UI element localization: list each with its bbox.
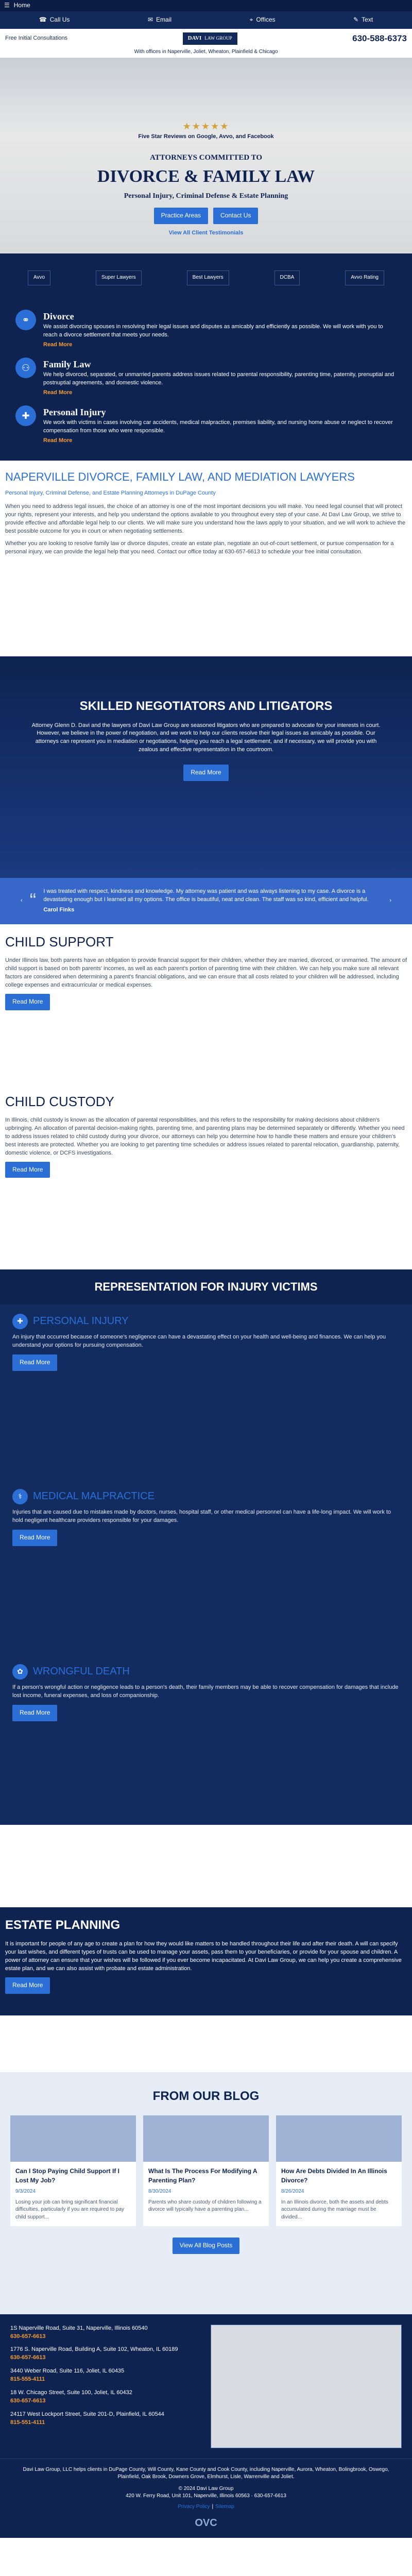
chat-icon: ✎	[353, 16, 359, 24]
mail-icon: ✉	[147, 16, 153, 24]
blog-title: FROM OUR BLOG	[152, 2089, 260, 2103]
badge: Super Lawyers	[96, 270, 142, 285]
injury-item	[12, 1664, 400, 1829]
phone-icon: ☎	[39, 16, 47, 24]
top-nav	[0, 0, 412, 11]
blog-post[interactable]	[276, 2115, 402, 2226]
view-all-posts-button[interactable]: View All Blog Posts	[173, 2238, 240, 2253]
injury-text: An injury that occurred because of someone's negligence can have a devastating effect on your health and well-being and finances. We can help you understand your options for pursuing compensation.	[12, 1333, 386, 1348]
logo[interactable]: DAVI LAW GROUP	[183, 32, 237, 45]
testimonial	[0, 878, 412, 924]
header-phone[interactable]: 630-588-6373	[352, 33, 407, 43]
intro-section	[0, 461, 412, 656]
office-phone[interactable]: 630-657-6613	[10, 2398, 46, 2404]
call-button[interactable]: ☎ Call Us	[39, 15, 70, 24]
menu-icon[interactable]: ☰	[4, 2, 10, 9]
serving-text: Davi Law Group, LLC helps clients in DuPage County, Will County, Kane County and Cook County, including Naperville, Aurora, Wheaton, Bolingbrook, Oswego, Plainfield, Oak Brook, Downers Grove, Elmhurst, Lisle, Warrenville and Joliet.	[23, 2466, 389, 2480]
intro-subtitle: Personal Injury, Criminal Defense, and Estate Planning Attorneys in DuPage County	[5, 490, 216, 497]
post-image	[143, 2115, 269, 2162]
blog-post[interactable]	[10, 2115, 136, 2226]
injury-title: WRONGFUL DEATH	[33, 1666, 130, 1677]
injury-heading: REPRESENTATION FOR INJURY VICTIMS	[0, 1269, 412, 1304]
copyright: © 2024 Davi Law Group	[178, 2485, 234, 2492]
custody-title: CHILD CUSTODY	[5, 1093, 114, 1109]
read-more-link[interactable]: Read More	[43, 389, 73, 396]
contact-button[interactable]: Contact Us	[213, 208, 258, 224]
injury-text: If a person's wrongful action or negligence leads to a person's death, their family members may be able to recover compensation for damages that include lost income, funeral expenses, and loss of companionship.	[12, 1684, 399, 1699]
hero-kicker: ATTORNEYS COMMITTED TO	[149, 154, 263, 162]
offices-section	[0, 2314, 412, 2459]
hero-title: DIVORCE & FAMILY LAW	[97, 166, 315, 186]
post-date: 8/30/2024	[148, 2189, 171, 2195]
reviews-text: Five Star Reviews on Google, Avvo, and Facebook	[138, 133, 274, 140]
child-support-title: CHILD SUPPORT	[5, 934, 114, 950]
post-date: 8/26/2024	[281, 2189, 304, 2195]
office	[10, 2325, 200, 2341]
read-more-link[interactable]: Read More	[43, 341, 73, 348]
office-map[interactable]	[211, 2325, 402, 2448]
post-date: 9/3/2024	[15, 2189, 36, 2195]
spacer	[0, 2015, 412, 2072]
free-consultation-text: Free Initial Consultations	[5, 35, 68, 42]
privacy-link[interactable]: Privacy Policy	[178, 2503, 210, 2510]
header	[0, 29, 412, 48]
negotiators-section	[0, 656, 412, 878]
badge: DCBA	[274, 270, 300, 285]
child-support-text: Under Illinois law, both parents have an obligation to provide financial support for their children, whether they are married, divorced, or unmarried. The amount of child support is based on both parents' incomes, as well as each parent's portion of parenting time with their children. We can help you make sure all relevant factors are considered when determining a parent's financial obligations, and we can ensure that all costs related to your children will be addressed, including college expenses and extracurricular or medical expenses.	[5, 957, 407, 989]
injury-read-more-button[interactable]: Read More	[12, 1530, 57, 1546]
badge: Best Lawyers	[187, 270, 229, 285]
read-more-link[interactable]: Read More	[43, 437, 73, 444]
practice-item-injury	[15, 405, 397, 445]
custody-text: In Illinois, child custody is known as the allocation of parental responsibilities, and this refers to the responsibility for making decisions about children's upbringing. An allocation of parental decision-making rights, parenting time, and parenting plans may be determined separately or differently. Whether you need to address issues related to child custody during your divorce, our attorneys can help you determine how to handle these matters and ensure your children's best interests are protected. Whether you are looking to get parenting time schedules or address issues related to parental relocation, guardianship, paternity, domestic violence, or DCFS investigations.	[5, 1117, 405, 1157]
badge: Avvo	[28, 270, 50, 285]
sitemap-link[interactable]: Sitemap	[215, 2503, 234, 2510]
injury-icon: ✚	[15, 405, 36, 426]
office-address: 24117 West Lockport Street, Suite 201-D, Plainfield, IL 60544	[10, 2411, 164, 2418]
testimonial-text: I was treated with respect, kindness and knowledge. My attorney was patient and was always listening to my case. A divorce is a devastating enough but I learned all my options. The office is beautiful, neat and clean. The staff was so kind, efficient and helpful.	[43, 888, 369, 903]
practice-text: We help divorced, separated, or unmarried parents address issues related to parental responsibility, parenting time, paternity, prenuptial and postnuptial agreements, and domestic violence.	[43, 371, 394, 386]
injury-section	[0, 1304, 412, 1825]
practice-text: We assist divorcing spouses in resolving their legal issues and disputes as amicably and efficiently as possible. We will work with you to reach a divorce settlement that meets your needs.	[43, 324, 383, 338]
intro-paragraph: Whether you are looking to resolve family law or divorce disputes, create an estate plan, negotiate an out-of-court settlement, or pursue compensation for a personal injury, we can provide the legal help that you need. Contact our office today at 630-657-6613 to schedule your free initial consultation.	[5, 540, 394, 555]
office-phone[interactable]: 630-657-6613	[10, 2354, 46, 2361]
post-image	[276, 2115, 402, 2162]
family-icon: ⚇	[15, 358, 36, 378]
text-button[interactable]: ✎ Text	[353, 15, 373, 24]
contact-bar	[0, 11, 412, 29]
post-title[interactable]: What Is The Process For Modifying A Parenting Plan?	[148, 2167, 258, 2184]
injury-item	[12, 1489, 400, 1654]
office	[10, 2411, 200, 2427]
practice-item-divorce	[15, 310, 397, 349]
negotiators-text: Attorney Glenn D. Davi and the lawyers of Davi Law Group are seasoned litigators who are prepared to advocate for your interests in court. However, we believe in the power of negotiation, and we work to help our clients resolve their legal issues as amicably as possible. Our attorneys can represent you in mediation or negotiations, helping you reach a legal settlement, and if necessary, we will provide you with zealous and effective representation in the courtroom.	[31, 722, 381, 753]
stars-icon: ★★★★★	[182, 121, 230, 131]
estate-text: It is important for people of any age to create a plan for how they would like matters to be handled throughout their life and after their death. A will can specify your last wishes, and different types of trusts can be used to manage your assets, pass them to your beneficiaries, or provide for your spouse and children. A power of attorney can ensure that your wishes will be followed if you ever become incapacitated. At Davi Law Group, we can help you create a comprehensive estate plan, and we can also assist with probate and estate administration.	[5, 1941, 402, 1972]
practice-areas	[0, 302, 412, 461]
intro-title: NAPERVILLE DIVORCE, FAMILY LAW, AND MEDIATION LAWYERS	[5, 470, 355, 483]
footer-address: 420 W. Ferry Road, Unit 101, Naperville, Illinois 60563 · 630-657-6613	[126, 2493, 286, 2499]
practice-title: Personal Injury	[43, 406, 106, 417]
negotiators-read-more-button[interactable]: Read More	[183, 765, 228, 781]
intro-paragraph: When you need to address legal issues, the choice of an attorney is one of the most important decisions you will make. You need legal counsel that will protect your rights, represent your interests, and help you understand the options available to you throughout every step of your case. At Davi Law Group, we strive to provide effective and affordable legal help to our clients. We will make sure you understand how the laws apply to your situation, and we will work to achieve the best possible outcome for you in court or when negotiating settlements.	[5, 503, 406, 535]
injury-read-more-button[interactable]: Read More	[12, 1705, 57, 1721]
offices-button[interactable]: ⌖ Offices	[250, 15, 276, 24]
practice-title: Divorce	[43, 311, 74, 321]
office	[10, 2346, 200, 2362]
locations-text: With offices in Naperville, Joliet, Wheaton, Plainfield & Chicago	[0, 48, 412, 58]
child-support-read-more-button[interactable]: Read More	[5, 994, 50, 1010]
practice-title: Family Law	[43, 359, 91, 369]
testimonials-link[interactable]: View All Client Testimonials	[168, 229, 244, 236]
flower-icon: ✿	[12, 1664, 28, 1680]
estate-read-more-button[interactable]: Read More	[5, 1977, 50, 1993]
injury-icon: ✚	[12, 1314, 28, 1329]
office-phone[interactable]: 815-555-4111	[10, 2376, 45, 2383]
quote-icon: “	[29, 890, 37, 912]
negotiators-title: SKILLED NEGOTIATORS AND LITIGATORS	[79, 699, 333, 713]
practice-text: We work with victims in cases involving car accidents, medical malpractice, premises liability, and nursing home abuse or neglect to recover compensation from those who were responsible.	[43, 419, 393, 434]
award-badges	[0, 253, 412, 302]
office-address: 1776 S. Naperville Road, Building A, Suite 102, Wheaton, IL 60189	[10, 2346, 178, 2353]
injury-title: MEDICAL MALPRACTICE	[33, 1490, 154, 1502]
blog-section	[0, 2072, 412, 2314]
child-support-section	[0, 924, 412, 1084]
office-phone[interactable]: 815-551-4111	[10, 2419, 45, 2426]
stethoscope-icon: ⚕	[12, 1489, 28, 1504]
injury-read-more-button[interactable]: Read More	[12, 1354, 57, 1370]
office-address: 1S Naperville Road, Suite 31, Naperville, Illinois 60540	[10, 2325, 148, 2331]
location-icon: ⌖	[249, 16, 253, 24]
home-link[interactable]: Home	[13, 2, 30, 9]
blog-post[interactable]	[143, 2115, 269, 2226]
email-button[interactable]: ✉ Email	[148, 15, 171, 24]
post-excerpt: Losing your job can bring significant financial difficulties, particularly if you are required to pay child support...	[15, 2199, 125, 2220]
rings-icon: ⚭	[15, 310, 36, 330]
hero-subtitle: Personal Injury, Criminal Defense & Estate Planning	[124, 192, 288, 200]
custody-read-more-button[interactable]: Read More	[5, 1162, 50, 1178]
hero	[0, 58, 412, 253]
footer: Davi Law Group, LLC helps clients in DuPage County, Will County, Kane County and Cook County, including Naperville, Aurora, Wheaton, Bolingbrook, Oswego, Plainfield, Oak Brook, Downers Grove, Elmhurst, Lisle, Warrenville and Joliet. © 2024 Davi Law Group 420 W. Ferry Road, Unit 101, Naperville, Illinois 60563 · 630-657-6613 Privacy Policy | Sitemap OVC	[0, 2459, 412, 2538]
post-excerpt: Parents who share custody of children following a divorce will typically have a parenting plan...	[148, 2199, 262, 2213]
post-title[interactable]: How Are Debts Divided In An Illinois Divorce?	[281, 2167, 387, 2184]
office-phone[interactable]: 630-657-6613	[10, 2333, 46, 2340]
post-image	[10, 2115, 136, 2162]
estate-title: ESTATE PLANNING	[5, 1918, 121, 1932]
prev-arrow-icon[interactable]: ‹	[21, 897, 23, 904]
office	[10, 2367, 200, 2384]
brand-logo[interactable]: OVC	[195, 2517, 217, 2529]
custody-section	[0, 1084, 412, 1269]
practice-areas-button[interactable]: Practice Areas	[154, 208, 208, 224]
office-address: 18 W. Chicago Street, Suite 100, Joliet, IL 60432	[10, 2389, 132, 2396]
injury-title: PERSONAL INJURY	[33, 1315, 129, 1327]
injury-text: Injuries that are caused due to mistakes made by doctors, nurses, hospital staff, or other medical personnel can have a life-long impact. We will work to hold negligent healthcare providers responsible for your damages.	[12, 1509, 391, 1523]
testimonial-author: Carol Finks	[43, 906, 75, 913]
spacer	[0, 1825, 412, 1907]
estate-section	[0, 1907, 412, 2015]
badge: Avvo Rating	[345, 270, 384, 285]
next-arrow-icon[interactable]: ›	[389, 897, 391, 904]
injury-item	[12, 1314, 400, 1479]
post-title[interactable]: Can I Stop Paying Child Support If I Lost My Job?	[15, 2167, 119, 2184]
practice-item-family	[15, 358, 397, 397]
office-address: 3440 Weber Road, Suite 116, Joliet, IL 60435	[10, 2368, 125, 2375]
post-excerpt: In an Illinois divorce, both the assets and debts accumulated during the marriage must be divided...	[281, 2199, 388, 2220]
office	[10, 2389, 200, 2405]
